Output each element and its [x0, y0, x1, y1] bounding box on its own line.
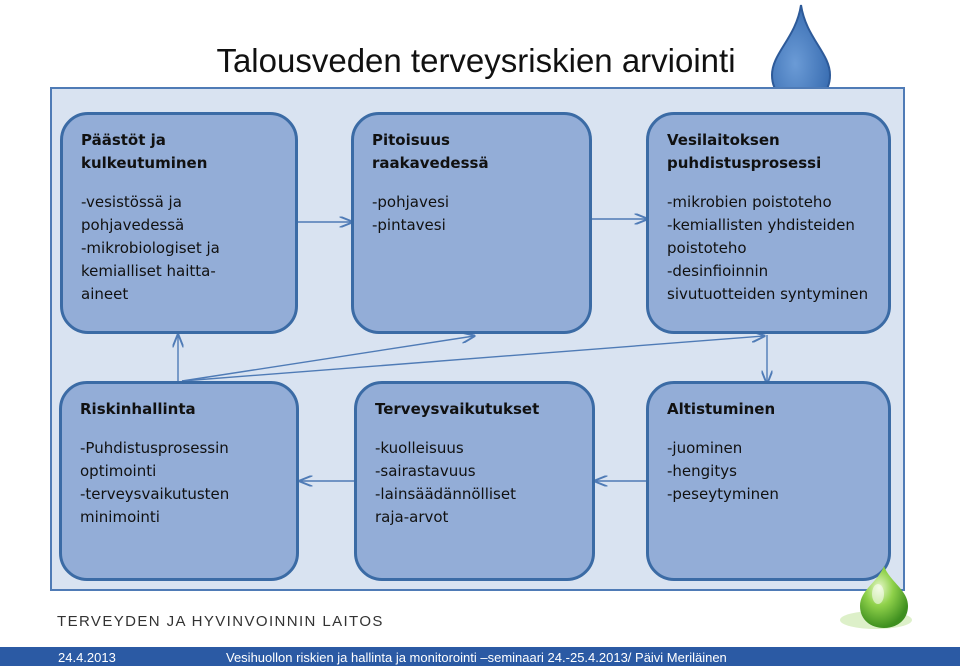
- box-title: Pitoisuus raakavedessä: [372, 131, 489, 172]
- box-line: -terveysvaikutusten minimointi: [80, 485, 230, 526]
- box-line: -kuolleisuus: [375, 439, 464, 457]
- box-line: -vesistössä ja pohjavedessä: [81, 193, 185, 234]
- box-line: -mikrobiologiset ja kemialliset haitta- aineet: [81, 239, 220, 303]
- box-health-effects: [354, 381, 595, 581]
- box-risk-management: [59, 381, 299, 581]
- box-line: -kemiallisten yhdisteiden poistoteho: [667, 216, 855, 257]
- arrow-risk-management-to-raw-water: [182, 336, 474, 381]
- box-emissions: [60, 112, 298, 334]
- box-title: Päästöt ja kulkeutuminen: [81, 131, 208, 172]
- footer-text: Vesihuollon riskien ja hallinta ja monitorointi –seminaari 24.-25.4.2013/ Päivi Meriläinen: [226, 650, 727, 665]
- box-title: Riskinhallinta: [80, 400, 196, 418]
- box-line: -lainsäädännölliset raja-arvot: [375, 485, 516, 526]
- box-treatment: [646, 112, 891, 334]
- box-line: -juominen: [667, 439, 743, 457]
- page-title: Talousveden terveysriskien arviointi: [216, 42, 736, 79]
- footer-bar: [0, 647, 960, 666]
- organization-name: TERVEYDEN JA HYVINVOINNIN LAITOS: [57, 613, 384, 630]
- thl-logo-icon: [836, 560, 926, 638]
- box-title: Altistuminen: [667, 400, 776, 418]
- box-line: -pohjavesi: [372, 193, 450, 211]
- box-line: -hengitys: [667, 462, 737, 480]
- box-title: Terveysvaikutukset: [375, 400, 540, 418]
- box-line: -sairastavuus: [375, 462, 476, 480]
- box-line: -mikrobien poistoteho: [667, 193, 832, 211]
- arrow-risk-management-to-treatment: [182, 336, 764, 381]
- footer-date: 24.4.2013: [58, 650, 116, 665]
- box-line: -desinfioinnin sivutuotteiden syntyminen: [667, 262, 869, 303]
- box-line: -pintavesi: [372, 216, 446, 234]
- box-exposure: [646, 381, 891, 581]
- box-line: -Puhdistusprosessin optimointi: [80, 439, 229, 480]
- box-raw-water: [351, 112, 592, 334]
- box-line: -peseytyminen: [667, 485, 779, 503]
- box-title: Vesilaitoksen puhdistusprosessi: [667, 131, 822, 172]
